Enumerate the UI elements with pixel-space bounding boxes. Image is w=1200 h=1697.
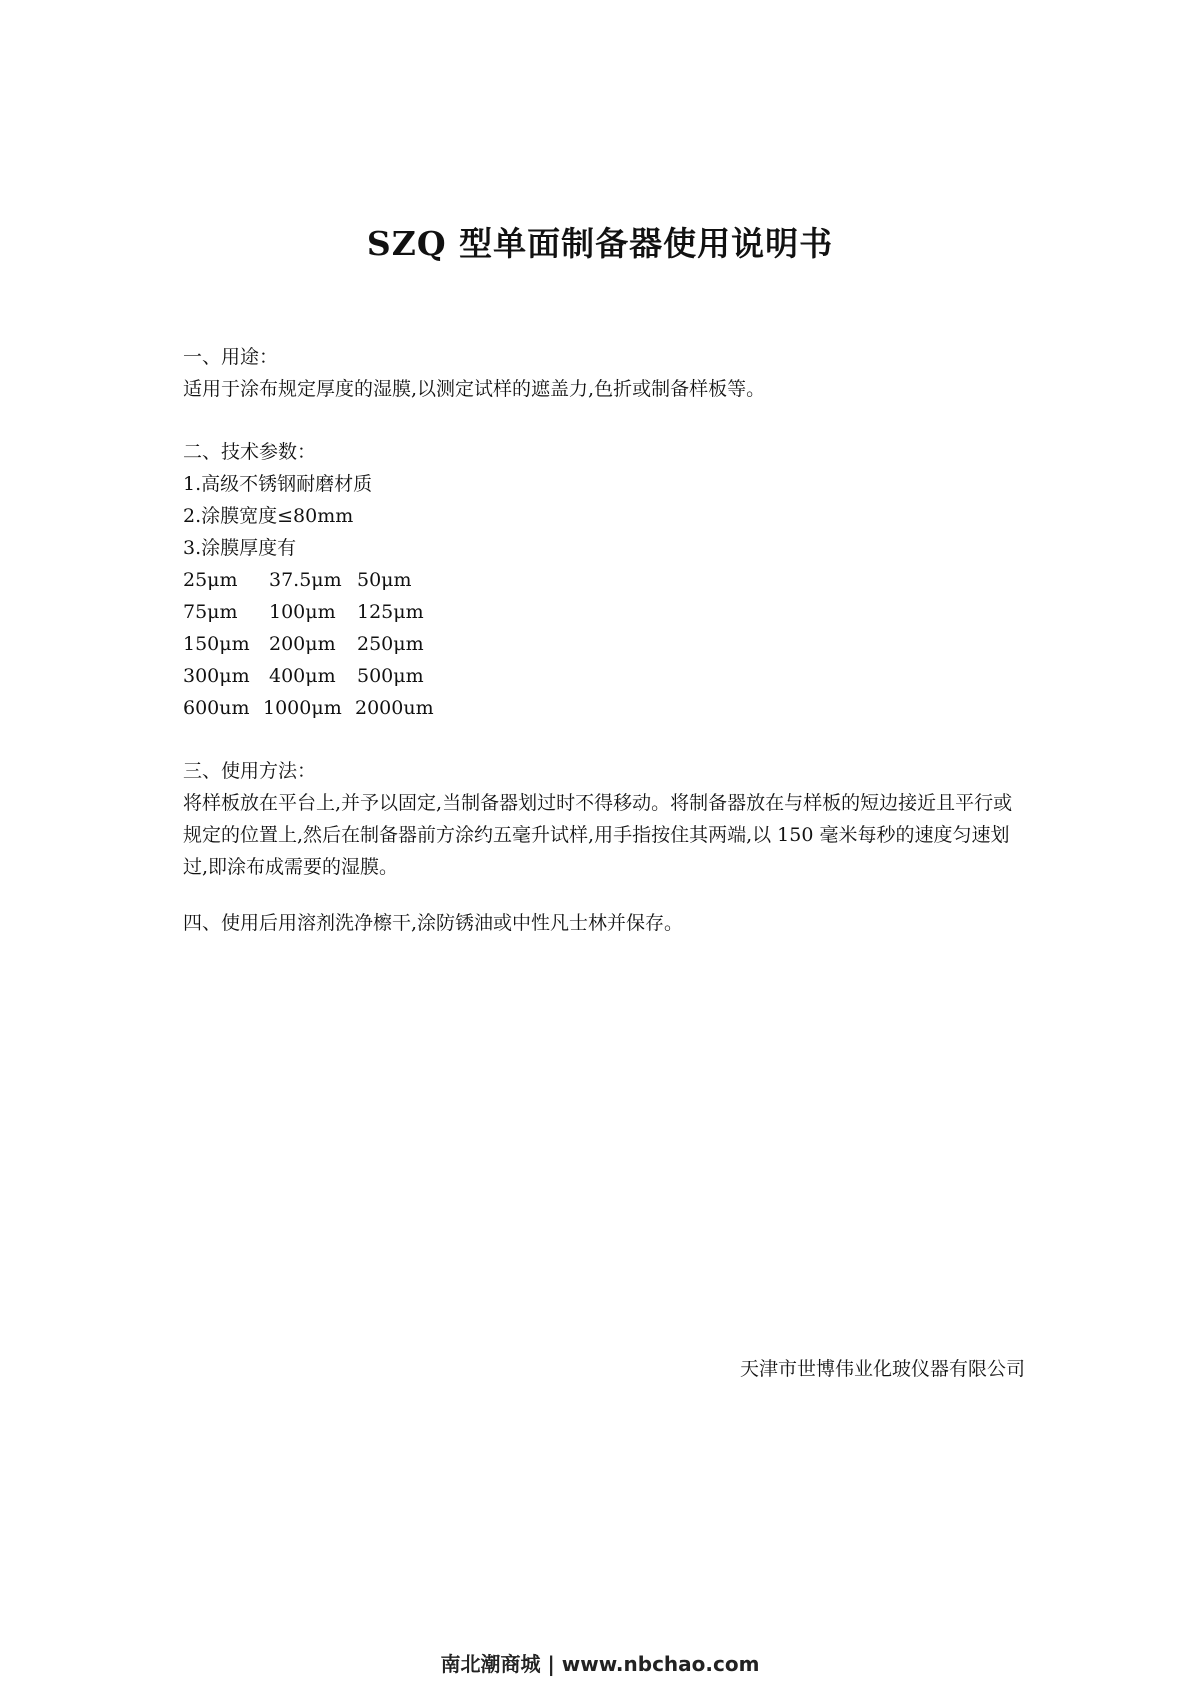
document-title: SZQ 型单面制备器使用说明书 bbox=[366, 224, 834, 263]
footer-watermark: 南北潮商城 | www.nbchao.com bbox=[440, 1652, 760, 1676]
thickness-value: 150μm bbox=[183, 633, 250, 655]
spec-item-width: 2.涂膜宽度≤80mm bbox=[183, 505, 354, 527]
thickness-row bbox=[183, 596, 503, 628]
usage-heading: 三、使用方法： bbox=[183, 760, 317, 782]
thickness-row bbox=[183, 628, 503, 660]
thickness-value: 300μm bbox=[183, 665, 250, 687]
thickness-row bbox=[183, 692, 503, 724]
thickness-value: 1000μm bbox=[263, 697, 342, 719]
thickness-value: 500μm bbox=[357, 665, 424, 687]
thickness-value: 37.5μm bbox=[269, 569, 342, 591]
company-name: 天津市世博伟业化玻仪器有限公司 bbox=[739, 1358, 1025, 1380]
thickness-row bbox=[183, 660, 503, 692]
purpose-heading: 一、用途： bbox=[183, 346, 279, 368]
thickness-value: 75μm bbox=[183, 601, 238, 623]
thickness-value: 2000um bbox=[355, 697, 434, 719]
spec-item-thickness: 3.涂膜厚度有 bbox=[183, 537, 297, 559]
thickness-value: 100μm bbox=[269, 601, 336, 623]
thickness-value: 250μm bbox=[357, 633, 424, 655]
thickness-value: 200μm bbox=[269, 633, 336, 655]
thickness-value: 125μm bbox=[357, 601, 424, 623]
spec-item-material: 1.高级不锈钢耐磨材质 bbox=[183, 473, 373, 495]
maintenance-text: 四、使用后用溶剂洗净檫干,涂防锈油或中性凡士林并保存。 bbox=[183, 912, 684, 934]
specs-heading: 二、技术参数： bbox=[183, 441, 317, 463]
thickness-value: 50μm bbox=[357, 569, 412, 591]
usage-text: 将样板放在平台上,并予以固定,当制备器划过时不得移动。将制备器放在与样板的短边接近且平行或规定的位置上,然后在制备器前方涂约五毫升试样,用手指按住其两端,以 150 毫米每秒的速度匀速划过,即涂布成需要的湿膜。 bbox=[183, 792, 1013, 878]
thickness-value: 600um bbox=[183, 697, 250, 719]
purpose-text: 适用于涂布规定厚度的湿膜,以测定试样的遮盖力,色折或制备样板等。 bbox=[183, 378, 766, 400]
thickness-row bbox=[183, 564, 503, 596]
thickness-value: 25μm bbox=[183, 569, 238, 591]
thickness-value: 400μm bbox=[269, 665, 336, 687]
